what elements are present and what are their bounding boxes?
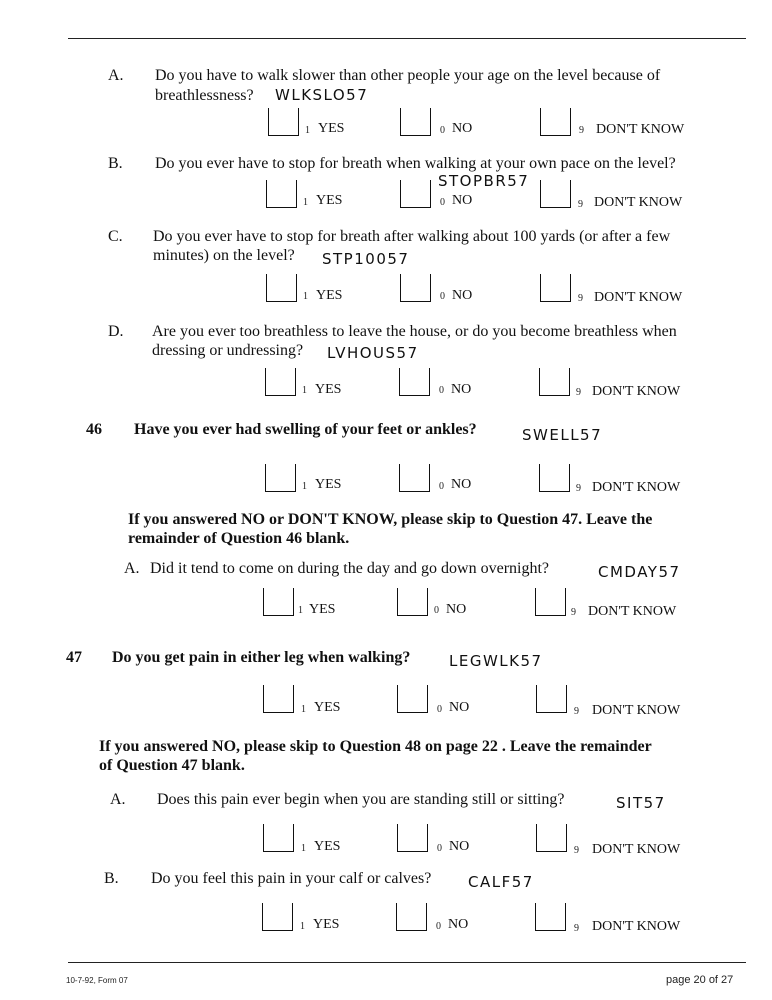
no-label: NO <box>452 193 473 208</box>
question-text: Do you ever have to stop for breath after walking about 100 yards (or after a few <box>153 228 671 245</box>
no-code: 0 <box>437 843 442 854</box>
yes-checkbox[interactable] <box>268 108 299 136</box>
question-text: Do you have to walk slower than other people your age on the level because of <box>155 67 661 84</box>
skip-instruction: remainder of Question 46 blank. <box>128 530 350 547</box>
no-checkbox[interactable] <box>399 464 430 492</box>
question-text: dressing or undressing? <box>152 342 304 359</box>
no-code: 0 <box>440 197 445 208</box>
no-label: NO <box>452 121 473 136</box>
no-code: 0 <box>436 921 441 932</box>
no-checkbox[interactable] <box>400 108 431 136</box>
question-text: Do you ever have to stop for breath when walking at your own pace on the level? <box>155 155 676 172</box>
no-label: NO <box>449 839 470 854</box>
variable-code: STOPBR57 <box>438 172 530 190</box>
yes-checkbox[interactable] <box>266 180 297 208</box>
no-code: 0 <box>439 385 444 396</box>
dont-know-checkbox[interactable] <box>540 108 571 136</box>
no-checkbox[interactable] <box>397 824 428 852</box>
item-letter: B. <box>108 155 123 172</box>
yes-checkbox[interactable] <box>263 588 294 616</box>
yes-label: YES <box>314 839 341 854</box>
no-label: NO <box>449 700 470 715</box>
dont-know-label: DON'T KNOW <box>592 842 681 857</box>
dont-know-code: 9 <box>579 125 584 136</box>
question-number: 46 <box>86 421 102 438</box>
variable-code: SWELL57 <box>522 426 603 444</box>
yes-label: YES <box>315 382 342 397</box>
variable-code: CMDAY57 <box>598 563 681 581</box>
no-label: NO <box>451 477 472 492</box>
skip-instruction: If you answered NO, please skip to Question 48 on page 22 . Leave the remainder <box>99 738 652 755</box>
question-text: Do you get pain in either leg when walking? <box>112 649 411 666</box>
variable-code: SIT57 <box>616 794 666 812</box>
yes-code: 1 <box>300 921 305 932</box>
no-code: 0 <box>434 605 439 616</box>
no-checkbox[interactable] <box>400 180 431 208</box>
no-label: NO <box>451 382 472 397</box>
question-text: minutes) on the level? <box>153 247 295 264</box>
form-id: 10-7-92, Form 07 <box>66 976 128 985</box>
yes-label: YES <box>313 917 340 932</box>
top-rule <box>68 38 746 39</box>
yes-code: 1 <box>302 385 307 396</box>
no-checkbox[interactable] <box>396 903 427 931</box>
question-text: Are you ever too breathless to leave the house, or do you become breathless when <box>152 323 677 340</box>
yes-checkbox[interactable] <box>263 824 294 852</box>
question-text: Does this pain ever begin when you are standing still or sitting? <box>157 791 565 808</box>
variable-code: WLKSLO57 <box>275 86 369 104</box>
dont-know-code: 9 <box>574 845 579 856</box>
dont-know-label: DON'T KNOW <box>594 195 683 210</box>
yes-checkbox[interactable] <box>262 903 293 931</box>
yes-code: 1 <box>305 125 310 136</box>
question-text: Do you feel this pain in your calf or calves? <box>151 870 432 887</box>
dont-know-checkbox[interactable] <box>539 368 570 396</box>
yes-code: 1 <box>303 291 308 302</box>
no-label: NO <box>446 602 467 617</box>
yes-checkbox[interactable] <box>263 685 294 713</box>
dont-know-code: 9 <box>574 706 579 717</box>
yes-label: YES <box>309 602 336 617</box>
dont-know-checkbox[interactable] <box>535 903 566 931</box>
dont-know-checkbox[interactable] <box>535 588 566 616</box>
yes-code: 1 <box>298 605 303 616</box>
variable-code: LVHOUS57 <box>327 344 419 362</box>
yes-checkbox[interactable] <box>265 464 296 492</box>
no-code: 0 <box>440 125 445 136</box>
skip-instruction: of Question 47 blank. <box>99 757 245 774</box>
dont-know-code: 9 <box>576 387 581 398</box>
no-checkbox[interactable] <box>399 368 430 396</box>
item-letter: A. <box>124 560 140 577</box>
item-letter: D. <box>108 323 124 340</box>
dont-know-checkbox[interactable] <box>540 274 571 302</box>
dont-know-label: DON'T KNOW <box>592 384 681 399</box>
no-label: NO <box>452 288 473 303</box>
dont-know-code: 9 <box>571 607 576 618</box>
dont-know-checkbox[interactable] <box>536 685 567 713</box>
dont-know-code: 9 <box>578 199 583 210</box>
dont-know-checkbox[interactable] <box>540 180 571 208</box>
no-checkbox[interactable] <box>400 274 431 302</box>
page-number: page 20 of 27 <box>666 974 734 986</box>
dont-know-label: DON'T KNOW <box>592 919 681 934</box>
yes-checkbox[interactable] <box>265 368 296 396</box>
bottom-rule <box>68 962 746 963</box>
skip-instruction: If you answered NO or DON'T KNOW, please skip to Question 47. Leave the <box>128 511 653 528</box>
no-code: 0 <box>440 291 445 302</box>
dont-know-checkbox[interactable] <box>539 464 570 492</box>
no-checkbox[interactable] <box>397 588 428 616</box>
dont-know-label: DON'T KNOW <box>592 703 681 718</box>
yes-code: 1 <box>301 704 306 715</box>
yes-label: YES <box>314 700 341 715</box>
question-number: 47 <box>66 649 82 666</box>
no-checkbox[interactable] <box>397 685 428 713</box>
item-letter: B. <box>104 870 119 887</box>
question-text: breathlessness? <box>155 87 254 104</box>
yes-code: 1 <box>303 197 308 208</box>
no-code: 0 <box>437 704 442 715</box>
no-code: 0 <box>439 481 444 492</box>
item-letter: A. <box>110 791 126 808</box>
dont-know-code: 9 <box>576 483 581 494</box>
item-letter: A. <box>108 67 124 84</box>
question-text: Did it tend to come on during the day and go down overnight? <box>150 560 550 577</box>
yes-code: 1 <box>301 843 306 854</box>
yes-checkbox[interactable] <box>266 274 297 302</box>
variable-code: STP10057 <box>322 250 410 268</box>
variable-code: LEGWLK57 <box>449 652 543 670</box>
yes-label: YES <box>315 477 342 492</box>
item-letter: C. <box>108 228 123 245</box>
dont-know-code: 9 <box>574 923 579 934</box>
no-label: NO <box>448 917 469 932</box>
question-text: Have you ever had swelling of your feet or ankles? <box>134 421 477 438</box>
dont-know-checkbox[interactable] <box>536 824 567 852</box>
variable-code: CALF57 <box>468 873 534 891</box>
dont-know-label: DON'T KNOW <box>592 480 681 495</box>
yes-code: 1 <box>302 481 307 492</box>
yes-label: YES <box>318 121 345 136</box>
yes-label: YES <box>316 288 343 303</box>
dont-know-code: 9 <box>578 293 583 304</box>
yes-label: YES <box>316 193 343 208</box>
dont-know-label: DON'T KNOW <box>596 122 685 137</box>
dont-know-label: DON'T KNOW <box>588 604 677 619</box>
dont-know-label: DON'T KNOW <box>594 290 683 305</box>
